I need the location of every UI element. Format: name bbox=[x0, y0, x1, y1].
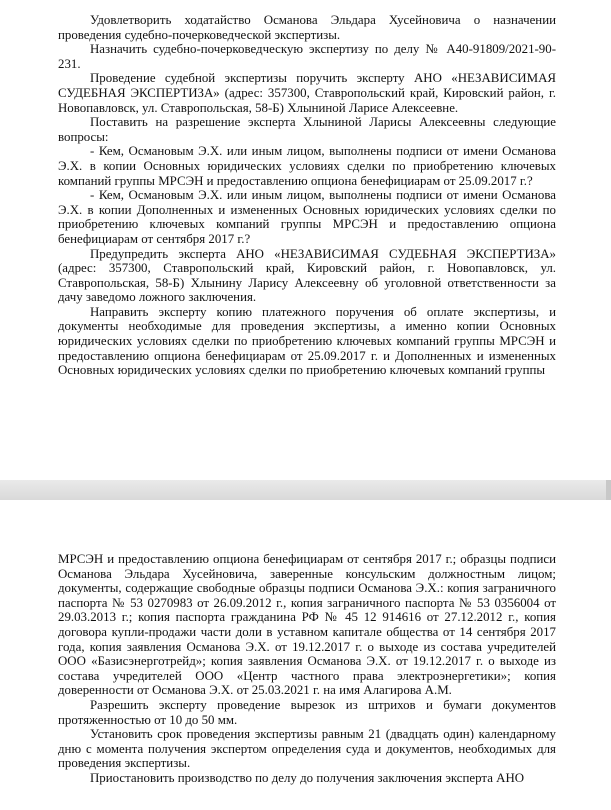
page-2-body bbox=[58, 552, 556, 786]
page-separator bbox=[0, 480, 611, 500]
paragraph: Приостановить производство по делу до получения заключения эксперта АНО bbox=[90, 770, 525, 785]
paragraph: Предупредить эксперта АНО «НЕЗАВИСИМАЯ СУДЕБНАЯ ЭКСПЕРТИЗА» (адрес: 357300, Ставропольский край, Кировский район, г. Новопавловск, ул. Ставропольская, 58-Б) Хлынину Ларису Алексеевну об уголовной ответственности за дачу заведомо ложного заключения. bbox=[58, 246, 556, 305]
paragraph-continuation: МРСЭН и предоставлению опциона бенефициарам от сентября 2017 г.; образцы подписи Османова Эльдара Хусейновича, заверенные консульским должностным лицом; документы, содержащие свободные образцы подписи Османова Э.Х.: копия заграничного паспорта № 53 0270983 от 26.09.2012 г., копия заграничного паспорта № 53 0356004 от 29.03.2013 г.; копия паспорта гражданина РФ № 45 12 914616 от 27.12.2012 г., копия договора купли-продажи части доли в уставном капитале общества от 14 сентября 2017 года, копия заявления Османова Э.Х. от 19.12.2017 г. о выходе из состава учредителей ООО «Базисэнерготрейд»; копия заявления Османова Э.Х. от 19.12.2017 г. о выходе из состава учредителей ООО «Центр частного права электроэнергетики»; копия доверенности от Османова Э.Х. от 25.03.2021 г. на имя Алагирова А.М. bbox=[58, 552, 556, 698]
paragraph: Разрешить эксперту проведение вырезок из штрихов и бумаги документов протяженностью от 10 до 50 мм. bbox=[58, 697, 556, 727]
paragraph: Назначить судебно-почерковедческую экспертизу по делу № А40-91809/2021-90-231. bbox=[58, 42, 556, 71]
paragraph: Проведение судебной экспертизы поручить эксперту АНО «НЕЗАВИСИМАЯ СУДЕБНАЯ ЭКСПЕРТИЗА» (адрес: 357300, Ставропольский край, Кировский район, г. Новопавловск, ул. Ставропольская, 58-Б) Хлыниной Ларисе Алексеевне. bbox=[58, 71, 556, 115]
paragraph: Направить эксперту копию платежного поручения об оплате экспертизы, и документы необходимые для проведения экспертизы, а именно копии Основных юридических условиях сделки по приобретению ключевых компаний группы МРСЭН и предоставлению опциона бенефициарам от 25.09.2017 г. и Дополненных и измененных Основных юридических условиях сделки по приобретению ключевых компаний группы bbox=[58, 304, 556, 378]
paragraph: Удовлетворить ходатайство Османова Эльдара Хусейновича о назначении проведения судебно-почерковедческой экспертизы. bbox=[58, 13, 556, 42]
page-1-body bbox=[58, 13, 556, 378]
paragraph: - Кем, Османовым Э.Х. или иным лицом, выполнены подписи от имени Османова Э.Х. в копии Дополненных и измененных Основных юридических условиях сделки по приобретению ключевых компаний группы МРСЭН и предоставлению опциона бенефициарам от сентября 2017 г.? bbox=[58, 188, 556, 246]
paragraph: Поставить на разрешение эксперта Хлыниной Ларисы Алексеевны следующие вопросы: bbox=[58, 115, 556, 144]
paragraph: Установить срок проведения экспертизы равным 21 (двадцать один) календарному дню с момента получения экспертом определения суда и документов, необходимых для проведения экспертизы. bbox=[58, 727, 556, 771]
document-page-2 bbox=[0, 500, 611, 810]
paragraph: - Кем, Османовым Э.Х. или иным лицом, выполнены подписи от имени Османова Э.Х. в копии Основных юридических условиях сделки по приобретению ключевых компаний группы МРСЭН и предоставлению опциона бенефициарам от 25.09.2017 г.? bbox=[58, 144, 556, 188]
